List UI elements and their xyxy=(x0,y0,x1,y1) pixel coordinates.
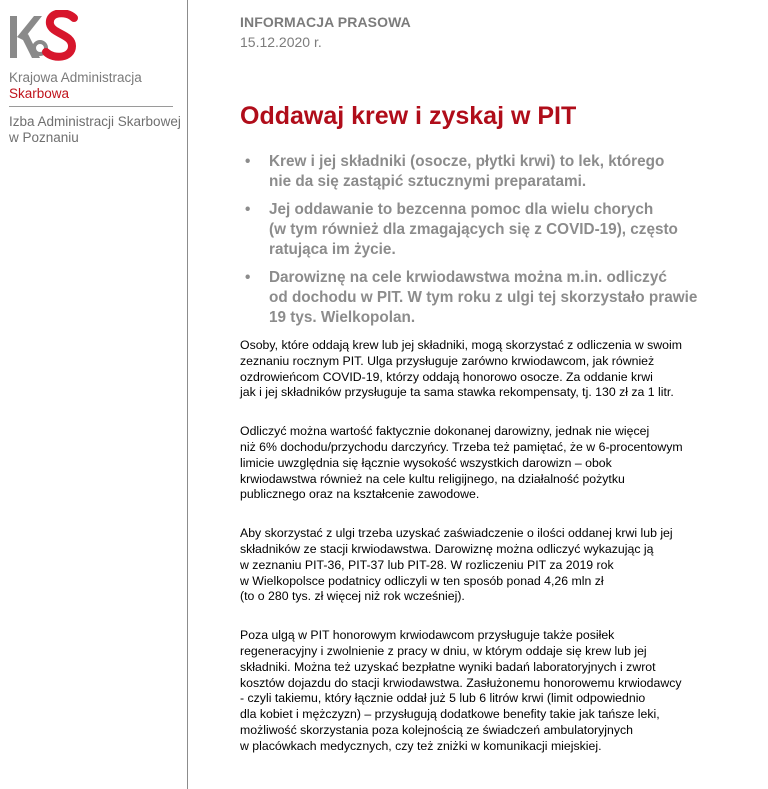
organization-name xyxy=(9,70,142,102)
bullet-icon: • xyxy=(245,201,251,218)
org-name-line2: Skarbowa xyxy=(9,86,70,101)
body-paragraph xyxy=(240,628,740,754)
paragraph-line: Osoby, które oddają krew lub jej składniki, mogą skorzystać z odliczenia w swoim xyxy=(240,338,682,352)
sidebar xyxy=(0,0,188,789)
press-release-label: INFORMACJA PRASOWA xyxy=(240,14,411,30)
paragraph-line: kosztów dojazdu do stacji krwiodawstwa. Zasłużonemu honorowemu krwiodawcy xyxy=(240,675,682,690)
key-point-line: Jej oddawanie to bezcenna pomoc dla wielu chorych xyxy=(269,201,654,218)
org-name-line1: Krajowa Administracja xyxy=(9,70,142,85)
paragraph-line: publicznego oraz na kształcenie zawodowe. xyxy=(240,487,480,502)
paragraph-line: ozdrowieńcom COVID-19, którzy oddają honorowo osocze. Za oddanie krwi xyxy=(240,369,653,384)
paragraph-line: niż 6% dochodu/przychodu darczyńcy. Trzeba też pamiętać, że w 6-procentowym xyxy=(240,439,683,454)
chamber-name-line1: Izba Administracji Skarbowej xyxy=(9,114,181,129)
key-point-line: 19 tys. Wielkopolan. xyxy=(269,309,416,326)
paragraph-line: składników ze stacji krwiodawstwa. Darowiznę można odliczyć wykazując ją xyxy=(240,541,654,556)
bullet-icon: • xyxy=(245,269,251,286)
paragraph-line: w Wielkopolsce podatnicy odliczyli w ten sposób ponad 4,26 mln zł xyxy=(240,573,604,588)
paragraph-line: dla kobiet i mężczyzn) – przysługują dodatkowe benefity takie jak tańsze leki, xyxy=(240,707,660,722)
page-title: Oddawaj krew i zyskaj w PIT xyxy=(240,102,577,130)
chamber-name-line2: w Poznaniu xyxy=(9,130,79,145)
chamber-name xyxy=(9,114,185,146)
paragraph-line: - czyli takiemu, który łącznie oddał już 5 lub 6 litrów krwi (limit odpowiednio xyxy=(240,691,646,706)
paragraph-line: w zeznaniu PIT-36, PIT-37 lub PIT-28. W rozliczeniu PIT za 2019 rok xyxy=(240,557,614,572)
body-paragraph xyxy=(240,526,740,605)
vertical-divider xyxy=(187,0,188,789)
article-body xyxy=(240,338,740,778)
paragraph-line: możliwość skorzystania poza kolejnością ze świadczeń ambulatoryjnych xyxy=(240,722,633,737)
key-point-line: od dochodu w PIT. W tym roku z ulgi tej skorzystało prawie xyxy=(269,289,698,306)
paragraph-line: jak i jej składników przysługuje ta sama stawka rekompensaty, tj. 130 zł za 1 litr. xyxy=(240,385,674,400)
paragraph-line: (to o 280 tys. zł więcej niż rok wcześniej). xyxy=(240,589,465,604)
bullet-icon: • xyxy=(245,153,251,170)
key-point-line: nie da się zastąpić sztucznymi preparatami. xyxy=(269,173,587,190)
key-points-list xyxy=(240,152,720,336)
body-paragraph xyxy=(240,424,740,503)
paragraph-line: składniki. Można też uzyskać bezpłatne wyniki badań laboratoryjnych i zwrot xyxy=(240,659,656,674)
key-point-line: (w tym również dla zmagających się z COVID-19), często xyxy=(269,221,678,238)
key-point-line: ratująca im życie. xyxy=(269,241,396,258)
key-point xyxy=(240,200,720,260)
body-paragraph xyxy=(240,338,740,401)
key-point-line: Darowiznę na cele krwiodawstwa można m.in. odliczyć xyxy=(269,269,667,286)
paragraph-line: Aby skorzystać z ulgi trzeba uzyskać zaświadczenie o ilości oddanej krwi lub jej xyxy=(240,526,673,541)
release-date: 15.12.2020 r. xyxy=(240,34,322,50)
key-point xyxy=(240,268,720,328)
key-point-line: Krew i jej składniki (osocze, płytki krwi) to lek, którego xyxy=(269,153,665,170)
paragraph-line: Odliczyć można wartość faktycznie dokonanej darowizny, jednak nie więcej xyxy=(240,424,650,439)
paragraph-line: zeznaniu rocznym PIT. Ulga przysługuje zarówno krwiodawcom, jak również xyxy=(240,353,655,368)
paragraph-line: regeneracyjny i zwolnienie z pracy w dniu, w którym oddaje się krew lub jej xyxy=(240,643,647,658)
paragraph-line: krwiodawstwa również na cele kultu religijnego, na działalność pożytku xyxy=(240,471,625,486)
paragraph-line: Poza ulgą w PIT honorowym krwiodawcom przysługuje także posiłek xyxy=(240,628,615,643)
key-point xyxy=(240,152,720,192)
paragraph-line: w placówkach medycznych, czy też zniżki w komunikacji miejskiej. xyxy=(240,738,602,753)
paragraph-line: limicie uwzględnia się łącznie wysokość wszystkich darowizn – obok xyxy=(240,455,612,470)
kas-logo xyxy=(8,10,80,66)
sidebar-divider xyxy=(9,106,173,107)
